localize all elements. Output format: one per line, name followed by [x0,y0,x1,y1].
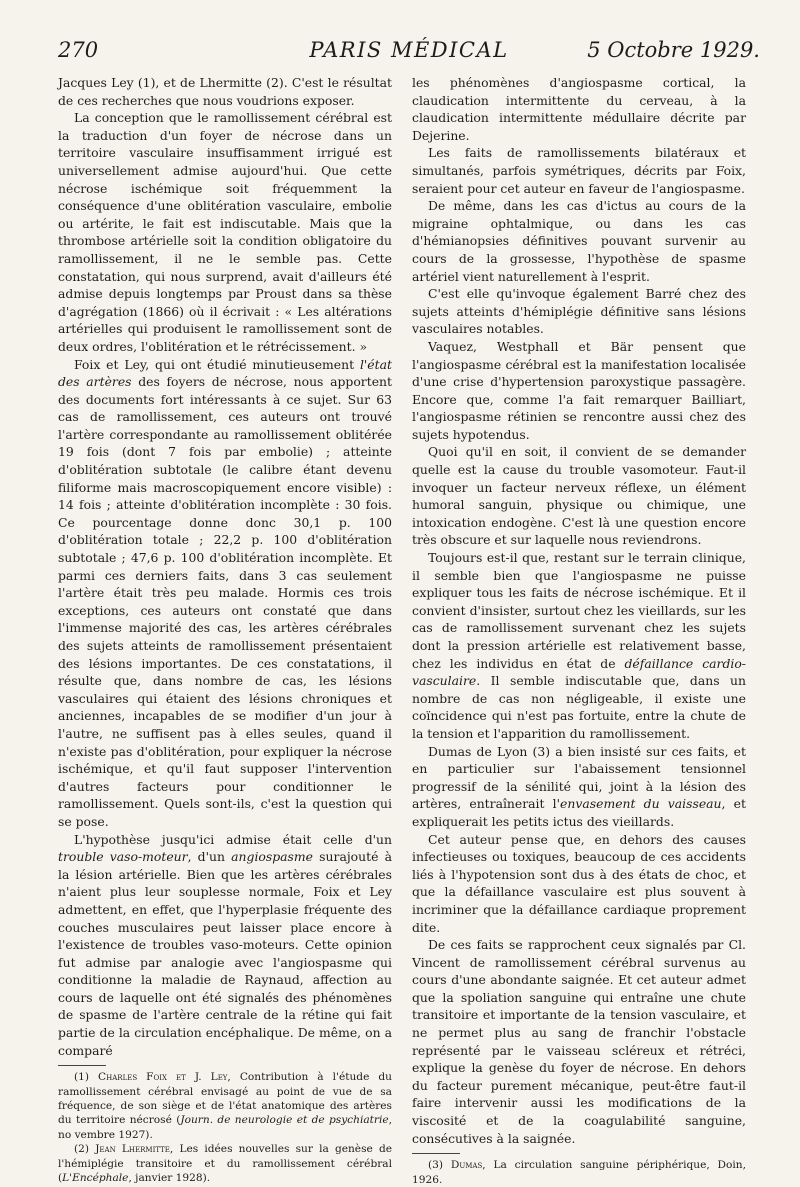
paragraph: Toujours est-il que, restant sur le terrain clinique, il semble bien que l'angiospasme ne puisse expliquer tous les faits de nécrose ischémique. Et il convient d'insister, surtout chez les vieillards, sur les cas de ramollissement survenant chez les sujets dont la pression artérielle est relativement basse, chez les individus en état de défaillance cardio-vasculaire. Il semble indiscutable que, dans un nombre de cas non négligeable, il existe une coïncidence qui n'est pas fortuite, entre la chute de la tension et l'apparition du ramollissement. [412,550,746,741]
left-column [58,74,392,1186]
footnote-divider [412,1153,460,1154]
footnote-divider [58,1065,106,1066]
paragraph: Cet auteur pense que, en dehors des causes infectieuses ou toxiques, beaucoup de ces accidents liés à l'hypotension sont dus à des états de choc, et que la défaillance vasculaire est plus souvent à incriminer que la défaillance cardiaque proprement dite. [412,831,746,935]
paragraph: Jacques Ley (1), et de Lhermitte (2). C'est le résultat de ces recherches que nous voudrions exposer. [58,75,392,108]
footnote-3: (3) Dumas, La circulation sanguine périphérique, Doin, 1926. [412,1159,746,1186]
paragraph: De ces faits se rapprochent ceux signalés par Cl. Vincent de ramollissement cérébral survenus au cours d'une abondante saignée. Et cet auteur admet que la spoliation sanguine qui entraîne une chute transitoire et importante de la tension vasculaire, et ne permet plus au sang de franchir l'obstacle représenté par le vaisseau scléreux et rétréci, explique la genèse du foyer de nécrose. En dehors du facteur purement mécanique, peut-être faut-il faire intervenir aussi les modifications de la viscosité et de la coagulabilité sanguine, consécutives à la saignée. [412,937,746,1146]
page-number: 270 [58,38,99,62]
page-header [58,38,760,78]
journal-title: PARIS MÉDICAL [309,38,509,62]
footnote-1: (1) Charles Foix et J. Ley, Contribution à l'étude du ramollissement cérébral envisagé au point de vue de sa fréquence, de son siège et de l'état anatomique des artères du territoire nécrosé (Journ. de neurologie et de psychiatrie, no vembre 1927). [58,1071,392,1141]
paragraph: Les faits de ramollissements bilatéraux et simultanés, parfois symétriques, décrits par Foix, seraient pour cet auteur en faveur de l'angiospasme. [412,145,746,196]
paragraph: les phénomènes d'angiospasme cortical, la claudication intermittente du cerveau, à la claudication intermittente médullaire décrite par Dejerine. [412,75,746,143]
paragraph: Foix et Ley, qui ont étudié minutieusement l'état des artères des foyers de nécrose, nous apportent des documents fort intéressants à ce sujet. Sur 63 cas de ramollissement, ces auteurs ont trouvé l'artère correspondante au ramollissement oblitérée 19 fois (dont 7 fois par embolie) ; atteinte d'oblitération subtotale (le calibre étant devenu filiforme mais macroscopiquement encore visible) : 14 fois ; atteinte d'oblitération incomplète : 30 fois. Ce pourcentage donne donc 30,1 p. 100 d'oblitération totale ; 22,2 p. 100 d'oblitération subtotale ; 47,6 p. 100 d'oblitération incomplète. Et parmi ces derniers faits, dans 3 cas seulement l'artère était très peu malade. Hormis ces trois exceptions, ces auteurs ont constaté que dans l'immense majorité des cas, les artères cérébrales des sujets atteints de ramollissement présentaient des lésions importantes. De ces constatations, il résulte que, dans nombre de cas, les lésions vasculaires qui étaient des lésions chroniques et anciennes, incapables de se modifier d'un jour à l'autre, ne suffisent pas à elles seules, quand il n'existe pas d'oblitération, pour expliquer la nécrose ischémique, et qu'il faut supposer l'intervention d'autres facteurs pour conditionner le ramollissement. Quels sont-ils, c'est la question qui se pose. [58,356,392,829]
right-column [412,74,746,1187]
paragraph: La conception que le ramollissement cérébral est la traduction d'un foyer de nécrose dans un territoire vasculaire insuffisamment irrigué est universellement admise aujourd'hui. Que cette nécrose ischémique soit fréquemment la conséquence d'une oblitération vasculaire, embolie ou artérite, le fait est indiscutable. Mais que la thrombose artérielle soit la condition obligatoire du ramollissement, il ne le semble pas. Cette constatation, qui nous surprend, avait d'ailleurs été admise depuis longtemps par Proust dans sa thèse d'agrégation (1866) où il écrivait : « Les altérations artérielles qui produisent le ramollissement sont de deux ordres, l'oblitération et le rétrécissement. » [58,110,392,354]
footnote-2: (2) Jean Lhermitte, Les idées nouvelles sur la genèse de l'hémiplégie transitoire et du ramollissement cérébral (L'Encéphale, janvier 1928). [58,1143,393,1185]
paragraph: De même, dans les cas d'ictus au cours de la migraine ophtalmique, ou dans les cas d'hémianopsies définitives pouvant survenir au cours de la grossesse, l'hypothèse de spasme artériel vient naturellement à l'esprit. [412,198,746,284]
paragraph: Vaquez, Westphall et Bär pensent que l'angiospasme cérébral est la manifestation localisée d'une crise d'hypertension paroxystique passagère. Encore que, comme l'a fait remarquer Bailliart, l'angiospasme rétinien se rencontre aussi chez des sujets hypotendus. [412,338,746,442]
paragraph: L'hypothèse jusqu'ici admise était celle d'un trouble vaso-moteur, d'un angiospasme surajouté à la lésion artérielle. Bien que les artères cérébrales n'aient plus leur souplesse normale, Foix et Ley admettent, en effet, que l'hyperplasie fréquente des couches musculaires peut laisser place encore à l'existence de troubles vaso-moteurs. Cette opinion fut admise par analogie avec l'angiospasme qui conditionne la maladie de Raynaud, affection au cours de laquelle ont été signalés des phénomènes de spasme de l'artère centrale de la rétine qui fait partie de la circulation encéphalique. De même, on a comparé [58,831,392,1058]
paragraph: Dumas de Lyon (3) a bien insisté sur ces faits, et en particulier sur l'abaissement tensionnel progressif de la sénilité qui, joint à la lésion des artères, entraînerait l'envasement du vaisseau, et expliquerait les petits ictus des vieillards. [412,743,746,829]
paragraph: C'est elle qu'invoque également Barré chez des sujets atteints d'hémiplégie définitive sans lésions vasculaires notables. [412,286,746,337]
issue-date: 5 Octobre 1929. [587,38,760,62]
paragraph: Quoi qu'il en soit, il convient de se demander quelle est la cause du trouble vasomoteur. Faut-il invoquer un facteur nerveux réflexe, un élément humoral sanguin, physique ou chimique, une intoxication endogène. C'est là une question encore très obscure et sur laquelle nous reviendrons. [412,444,746,548]
